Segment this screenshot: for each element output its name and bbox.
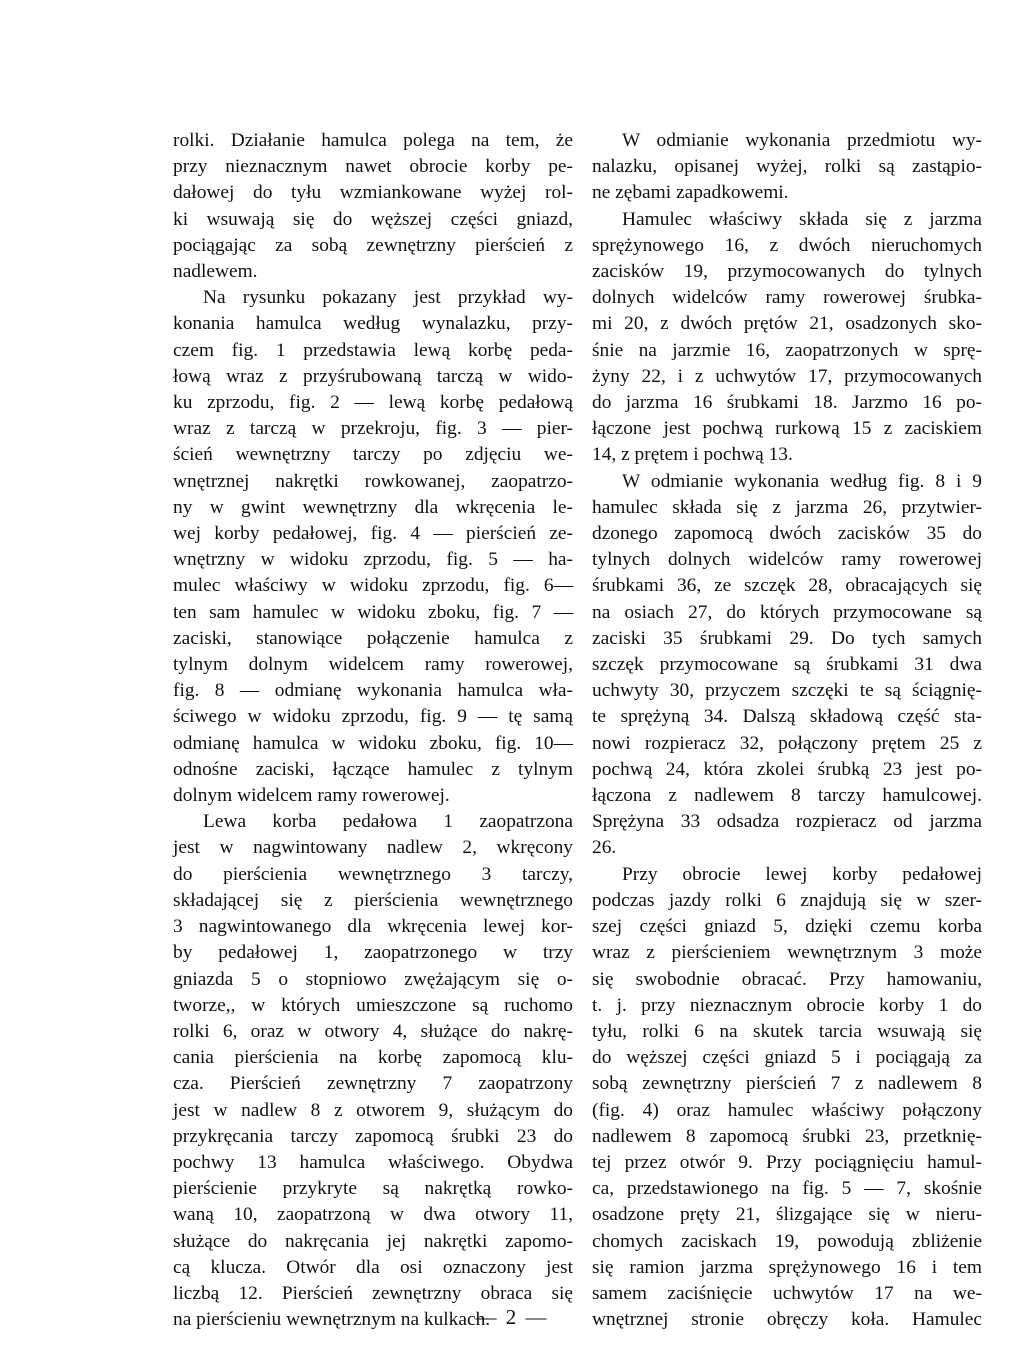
text-line: sobą zewnętrzny pierścień 7 z nadlewem 8 [592, 1073, 982, 1095]
text-line: tylnym dolnym widelcem ramy rowerowej, [173, 654, 573, 676]
text-line: 26. [592, 837, 617, 859]
text-line: szczęk przymocowane są śrubkami 31 dwa [592, 654, 982, 676]
text-line: chomych zaciskach 19, powodują zbliżenie [592, 1230, 982, 1252]
text-line: mi 20, z dwóch prętów 21, osadzonych sko- [592, 313, 982, 335]
text-line: nadlewem 8 zapomocą śrubki 23, przetknię- [592, 1125, 982, 1147]
text-line: czem fig. 1 przedstawia lewą korbę peda- [173, 339, 573, 361]
text-line: pierścienie przykryte są nakrętką rowko- [173, 1178, 573, 1200]
text-line: nalazku, opisanej wyżej, rolki są zastąpio- [592, 156, 982, 178]
text-line: Na rysunku pokazany jest przykład wy- [203, 287, 573, 309]
text-line: nadlewem. [173, 261, 258, 283]
text-line: łączone jest pochwą rurkową 15 z zaciskiem [592, 418, 982, 440]
text-line: Hamulec właściwy składa się z jarzma [622, 208, 982, 230]
text-line: ścień wewnętrzny tarczy po zdjęciu we- [173, 444, 573, 466]
text-line: pociągając za sobą zewnętrzny pierścień z [173, 234, 573, 256]
text-line: wraz z pierścieniem wewnętrznym 3 może [592, 942, 982, 964]
text-line: Sprężyna 33 odsadza rozpieracz od jarzma [592, 811, 982, 833]
text-line: dolnych widelców ramy rowerowej śrubka- [592, 287, 982, 309]
text-line: do jarzma 16 śrubkami 18. Jarzmo 16 po- [592, 392, 982, 414]
text-line: śrubkami 36, ze szczęk 28, obracających się [592, 575, 982, 597]
text-line: osadzone pręty 21, ślizgające się w nieru- [592, 1204, 982, 1226]
text-line: dzonego zapomocą dwóch zacisków 35 do [592, 523, 982, 545]
text-line: podczas jazdy rolki 6 znajdują się w szer- [592, 889, 982, 911]
text-line: tej przez otwór 9. Przy pociągnięciu hamul- [592, 1151, 982, 1173]
text-line: wnętrznej nakrętki rowkowanej, zaopatrzo- [173, 470, 573, 492]
right-column [592, 128, 982, 1333]
text-line: W odmianie wykonania przedmiotu wy- [622, 130, 982, 151]
text-line: jest w nadlew 8 z otworem 9, służącym do [173, 1099, 573, 1121]
text-line: śnie na jarzmie 16, zaopatrzonych w sprę- [592, 339, 982, 361]
text-line: ten sam hamulec w widoku zboku, fig. 7 — [173, 601, 573, 623]
text-line: ca, przedstawionego na fig. 5 — 7, skośnie [592, 1178, 982, 1200]
text-line: tyłu, rolki 6 na skutek tarcia wsuwają się [592, 1020, 982, 1042]
text-line: się ramion jarzma sprężynowego 16 i tem [592, 1256, 982, 1278]
text-line: ny w gwint wewnętrzny dla wkręcenia le- [173, 496, 573, 518]
text-line: 3 nagwintowanego dla wkręcenia lewej kor- [173, 916, 573, 938]
text-line: służące do nakręcania jej nakrętki zapomo- [173, 1230, 573, 1252]
text-line: uchwyty 30, przyczem szczęki te są ściągnię- [592, 680, 982, 702]
text-line: (fig. 4) oraz hamulec właściwy połączony [592, 1099, 982, 1121]
text-line: Lewa korba pedałowa 1 zaopatrzona [203, 811, 573, 833]
text-line: składającej się z pierścienia wewnętrznego [173, 889, 573, 911]
text-line: cania pierścienia na korbę zapomocą klu- [173, 1047, 573, 1069]
text-line: odmianę hamulca w widoku zboku, fig. 10— [173, 732, 573, 754]
text-line: jest w nagwintowany nadlew 2, wkręcony [173, 837, 573, 859]
text-line: tylnych dolnych widelców ramy rowerowej [592, 549, 982, 571]
text-line: łączona z nadlewem 8 tarczy hamulcowej. [592, 785, 982, 807]
text-line: na osiach 27, do których przymocowane są [592, 601, 982, 623]
text-line: tworze,, w których umieszczone są ruchomo [173, 994, 573, 1016]
text-line: dałowej do tyłu wzmiankowane wyżej rol- [173, 182, 573, 204]
text-line: t. j. przy nieznacznym obrocie korby 1 do [592, 994, 982, 1016]
text-line: do węższej części gniazd 5 i pociągają za [592, 1047, 982, 1069]
text-line: 14, z prętem i pochwą 13. [592, 444, 793, 466]
text-line: odnośne zaciski, łączące hamulec z tylnym [173, 758, 573, 780]
text-line: wej korby pedałowej, fig. 4 — pierścień ze- [173, 523, 573, 545]
text-line: wnętrzny w widoku zprzodu, fig. 5 — ha- [173, 549, 573, 571]
text-line: nowi rozpieracz 32, połączony prętem 25 z [592, 732, 982, 754]
text-line: ne zębami zapadkowemi. [592, 182, 789, 204]
text-line: ku zprzodu, fig. 2 — lewą korbę pedałową [173, 392, 573, 414]
text-line: rolki 6, oraz w otwory 4, służące do nakrę- [173, 1020, 573, 1042]
text-line: na pierścieniu wewnętrznym na kulkach. [173, 1309, 491, 1331]
text-line: waną 10, zaopatrzoną w dwa otwory 11, [173, 1204, 573, 1226]
text-line: mulec właściwy w widoku zprzodu, fig. 6— [173, 575, 573, 597]
text-line: sprężynowego 16, z dwóch nieruchomych [592, 234, 982, 256]
text-line: szej części gniazd 5, dzięki czemu korba [592, 916, 982, 938]
text-line: żyny 22, i z uchwytów 17, przymocowanych [592, 365, 982, 387]
text-line: przykręcania tarczy zapomocą śrubki 23 do [173, 1125, 573, 1147]
text-line: konania hamulca według wynalazku, przy- [173, 313, 573, 335]
text-line: cą klucza. Otwór dla osi oznaczony jest [173, 1256, 573, 1278]
text-line: zaciski 35 śrubkami 29. Do tych samych [592, 627, 982, 649]
text-line: wnętrznej stronie obręczy koła. Hamulec [592, 1309, 982, 1331]
text-line: W odmianie wykonania według fig. 8 i 9 [622, 470, 982, 492]
text-line: zacisków 19, przymocowanych do tylnych [592, 261, 982, 283]
page-number: — 2 — [475, 1305, 549, 1329]
text-line: Przy obrocie lewej korby pedałowej [622, 863, 982, 885]
text-line: te sprężyną 34. Dalszą składową część sta- [592, 706, 982, 728]
text-line: hamulec składa się z jarzma 26, przytwier- [592, 496, 982, 518]
text-line: pochwy 13 hamulca właściwego. Obydwa [173, 1151, 573, 1173]
text-line: ściwego w widoku zprzodu, fig. 9 — tę samą [173, 706, 573, 728]
text-line: gniazda 5 o stopniowo zwężającym się o- [173, 968, 573, 990]
text-line: do pierścienia wewnętrznego 3 tarczy, [173, 863, 573, 885]
text-line: ki wsuwają się do węższej części gniazd, [173, 208, 573, 230]
left-column [173, 128, 573, 1333]
text-line: by pedałowej 1, zaopatrzonego w trzy [173, 942, 573, 964]
text-line: zaciski, stanowiące połączenie hamulca z [173, 627, 573, 649]
text-line: wraz z tarczą w przekroju, fig. 3 — pier- [173, 418, 573, 440]
text-line: liczbą 12. Pierścień zewnętrzny obraca się [173, 1282, 573, 1304]
text-line: samem zaciśnięcie uchwytów 17 na we- [592, 1282, 982, 1304]
text-line: cza. Pierścień zewnętrzny 7 zaopatrzony [173, 1073, 573, 1095]
text-line: dolnym widelcem ramy rowerowej. [173, 785, 450, 807]
text-line: pochwą 24, która zkolei śrubką 23 jest po- [592, 758, 982, 780]
text-line: fig. 8 — odmianę wykonania hamulca wła- [173, 680, 573, 702]
text-line: łową wraz z przyśrubowaną tarczą w wido- [173, 365, 573, 387]
text-line: przy nieznacznym nawet obrocie korby pe- [173, 156, 573, 178]
text-line: się swobodnie obracać. Przy hamowaniu, [592, 968, 982, 990]
text-line: rolki. Działanie hamulca polega na tem, że [173, 130, 573, 151]
